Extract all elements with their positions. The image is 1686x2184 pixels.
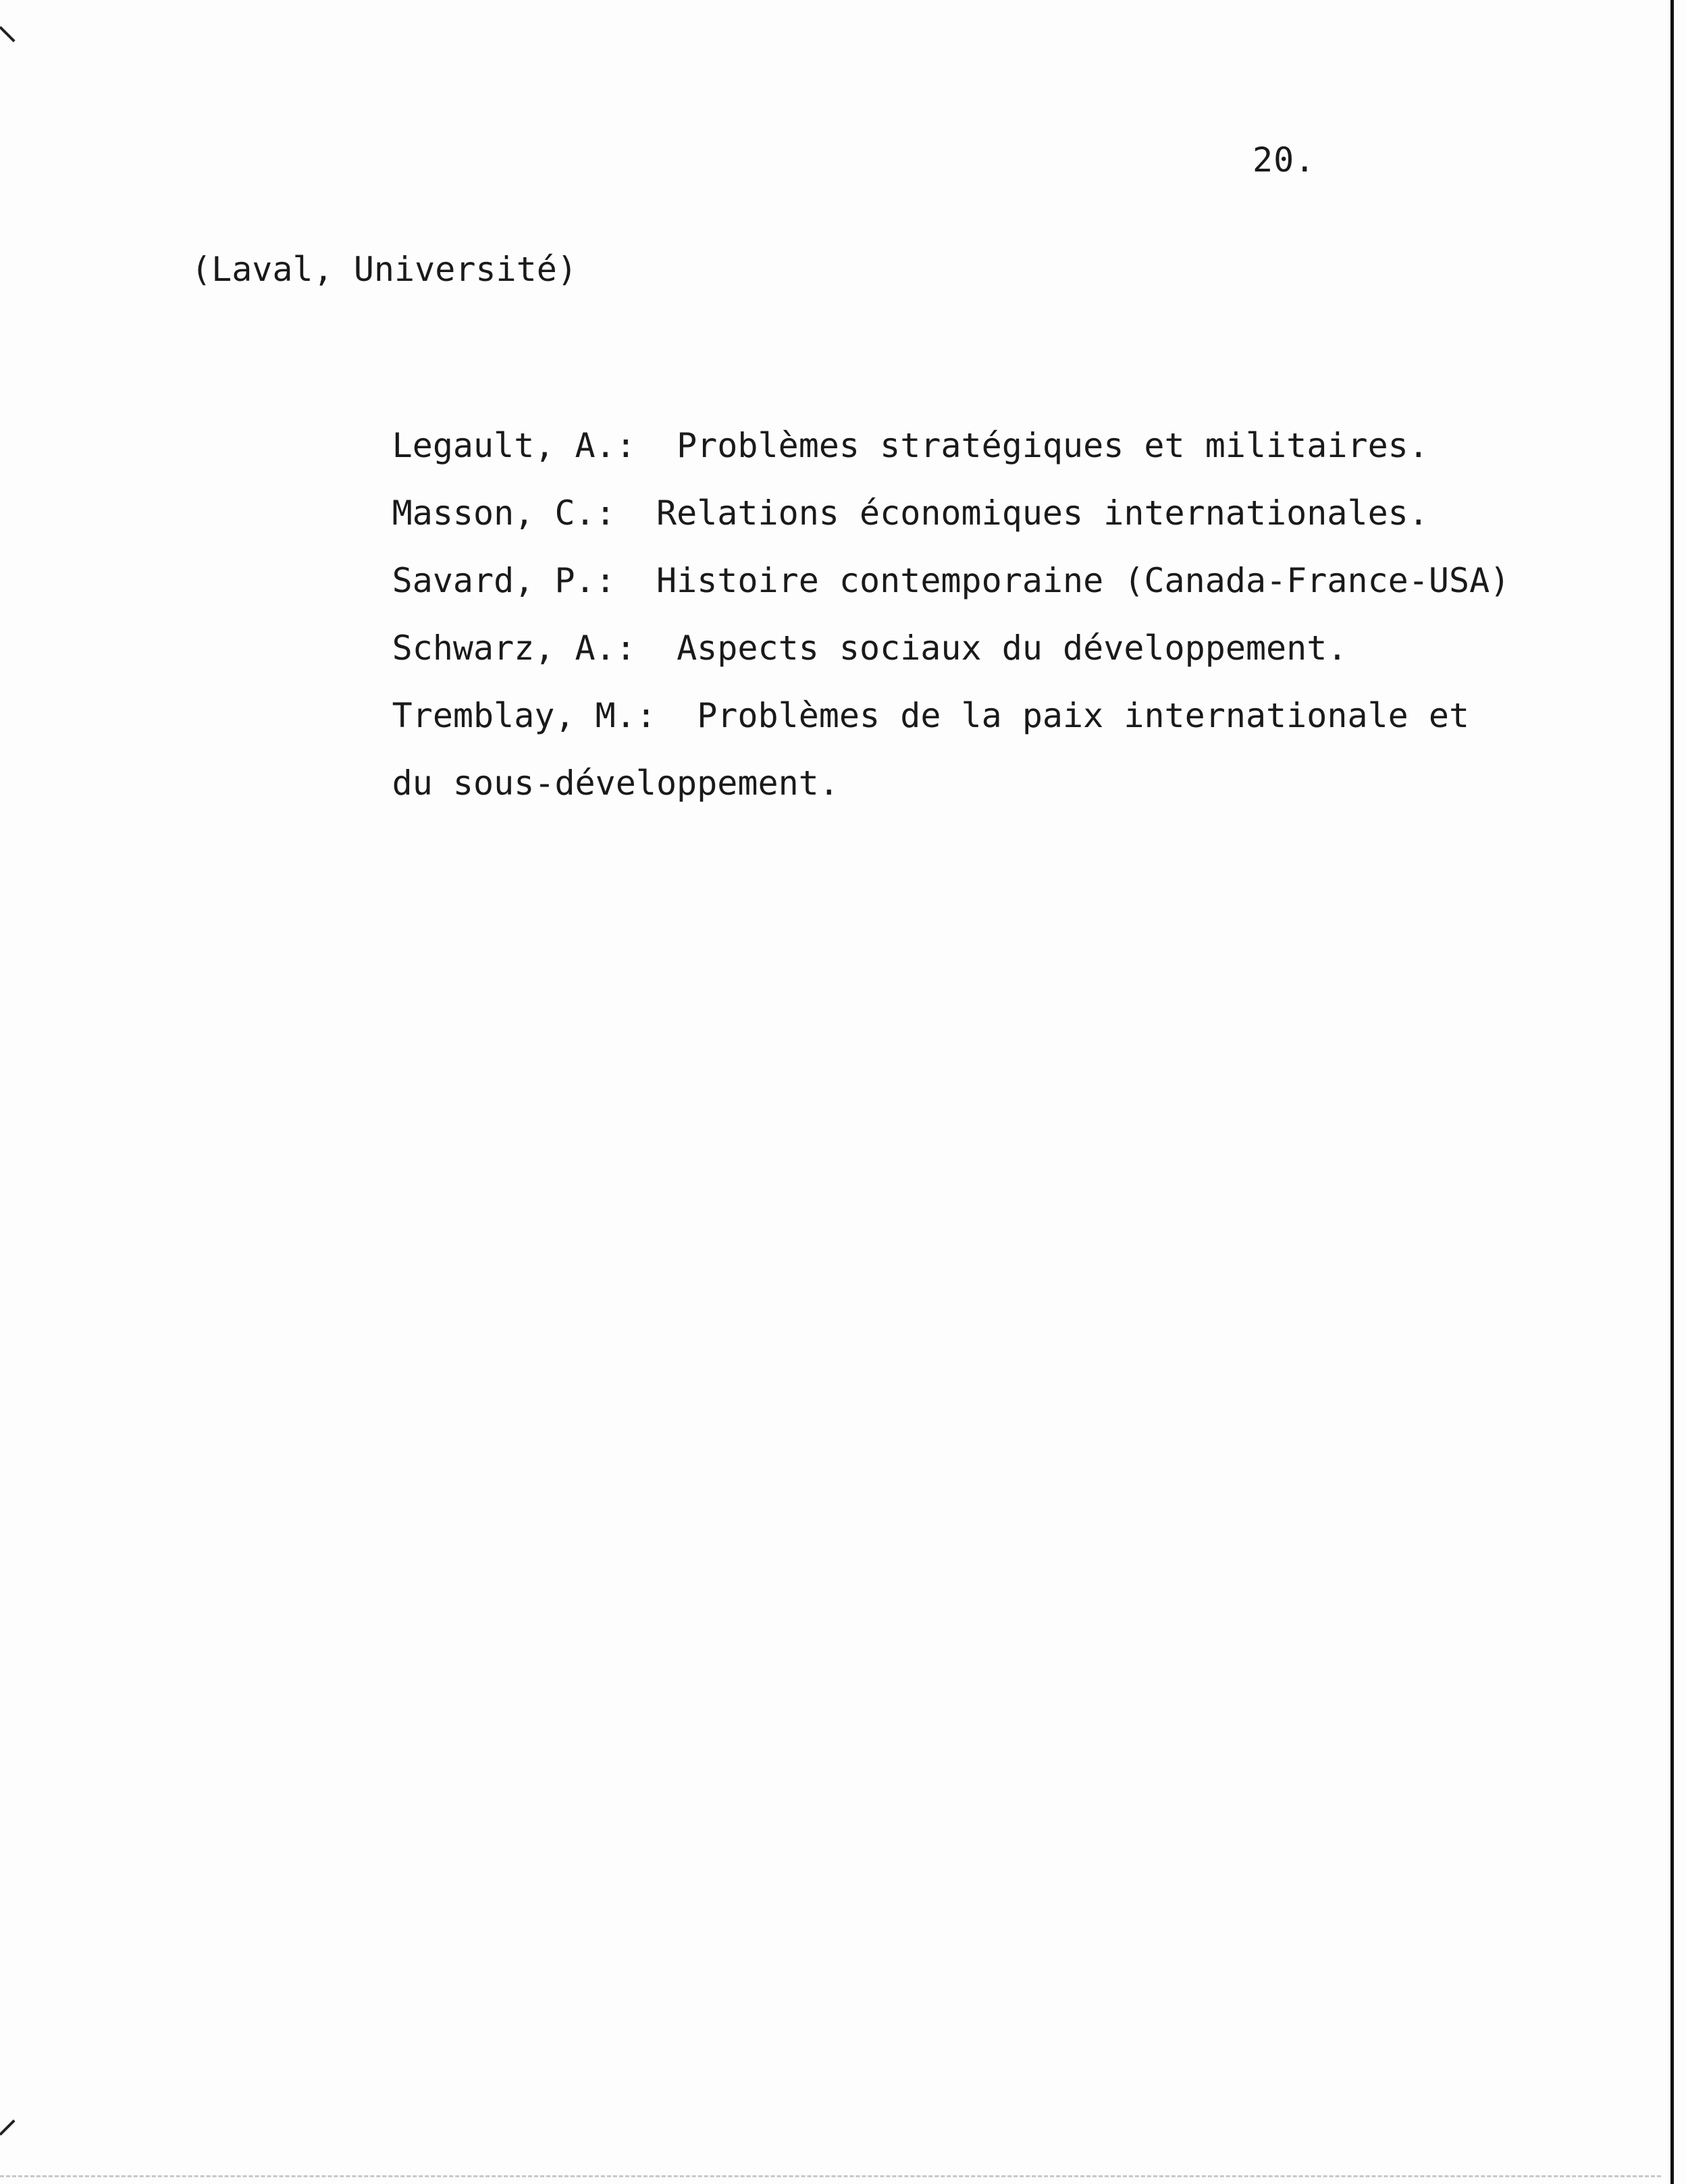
- faculty-subject: Histoire contemporaine (Canada-France-USA): [656, 561, 1510, 600]
- page-number: 20.: [1253, 140, 1316, 180]
- faculty-name: Tremblay, M.:: [392, 696, 656, 735]
- faculty-name: Savard, P.:: [392, 561, 616, 600]
- faculty-subject: Relations économiques internationales.: [656, 494, 1429, 533]
- list-item: [270, 344, 1621, 465]
- faculty-list: [270, 344, 1621, 803]
- scan-border: [1670, 0, 1674, 2184]
- scan-corner-mark-bottom: [0, 2119, 16, 2135]
- faculty-name: Schwarz, A.:: [392, 629, 636, 668]
- faculty-subject: Aspects sociaux du développement.: [677, 629, 1348, 668]
- faculty-name: Legault, A.:: [392, 426, 636, 465]
- scan-corner-mark-top: [0, 26, 16, 43]
- faculty-subject: du sous-développement.: [392, 764, 839, 803]
- scan-bottom-edge: [0, 2175, 1661, 2177]
- faculty-subject: Problèmes de la paix internationale et: [697, 696, 1470, 735]
- faculty-name: Masson, C.:: [392, 494, 616, 533]
- section-heading: (Laval, Université): [191, 250, 577, 289]
- faculty-subject: Problèmes stratégiques et militaires.: [677, 426, 1429, 465]
